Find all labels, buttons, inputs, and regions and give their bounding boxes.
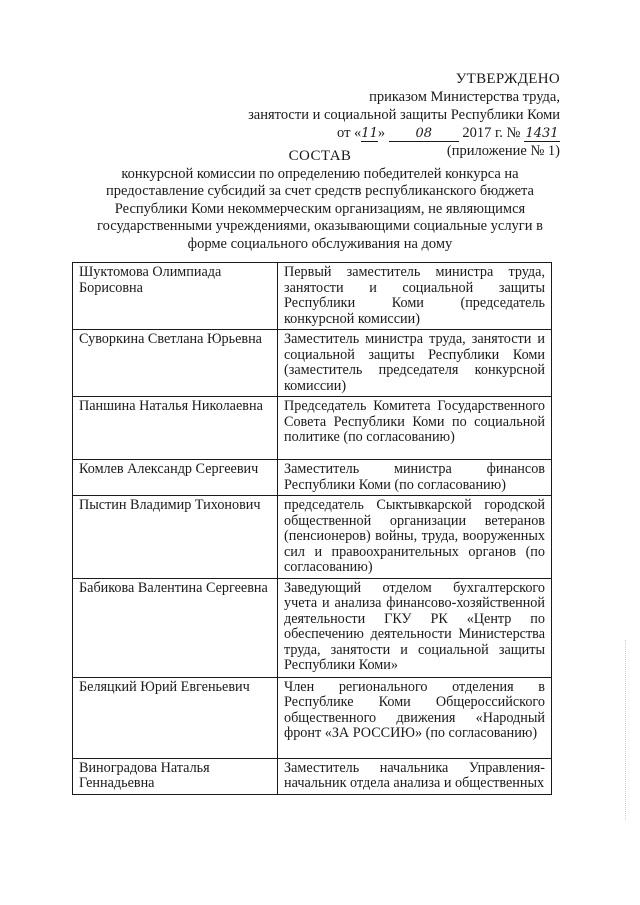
member-role: Заместитель министра труда, занятости и социальной защиты Республики Коми (заместитель председателя конкурсной комиссии) — [278, 330, 552, 397]
member-name: Паншина Наталья Николаевна — [73, 397, 278, 460]
member-name: Комлев Александр Сергеевич — [73, 460, 278, 496]
member-role: председатель Сыктывкарской городской общественной организации ветеранов (пенсионеров) войны, труда, вооруженных сил и правоохранительных органов (по согласованию) — [278, 496, 552, 579]
member-name: Пыстин Владимир Тихонович — [73, 496, 278, 579]
heading-line: Республики Коми некоммерческим организациям, не являющимся — [114, 200, 526, 217]
date-mid: » — [377, 125, 386, 141]
member-role: Заместитель министра финансов Республики Коми (по согласованию) — [278, 460, 552, 496]
appendix-label: (приложение № 1) — [446, 143, 560, 159]
heading-line: конкурсной комиссии по определению победителей конкурса на — [121, 165, 519, 182]
approval-line-1: приказом Министерства труда, — [369, 89, 560, 105]
member-role: Заведующий отделом бухгалтерского учета и анализа финансово-хозяйственной деятельности ГКУ РК «Центр по обеспечению деятельности Министерства труда, занятости и социальной защиты Республики Коми» — [278, 578, 552, 677]
date-day: 11 — [361, 126, 378, 141]
member-role: Заместитель начальника Управления-начальник отдела анализа и общественных — [278, 758, 552, 794]
scan-margin-marks — [625, 640, 632, 820]
member-name: Беляцкий Юрий Евгеньевич — [73, 677, 278, 758]
document-heading — [90, 148, 550, 253]
approval-block — [248, 70, 560, 160]
table-row — [73, 330, 552, 397]
heading-line: форме социального обслуживания на дому — [187, 235, 453, 252]
member-name: Шуктомова Олимпиада Борисовна — [73, 263, 278, 330]
approval-line-2: занятости и социальной защиты Республики Коми — [248, 107, 560, 123]
heading-line: предоставление субсидий за счет средств республиканского бюджета — [106, 183, 534, 199]
table-row — [73, 460, 552, 496]
date-prefix: от « — [337, 125, 362, 141]
member-name: Виноградова Наталья Геннадьевна — [73, 758, 278, 794]
member-role: Председатель Комитета Государственного Совета Республики Коми по социальной политике (по согласованию) — [278, 397, 552, 460]
table-row — [73, 496, 552, 579]
order-number: 1431 — [525, 126, 559, 141]
table-row — [73, 677, 552, 758]
members-table — [72, 262, 552, 795]
member-role: Первый заместитель министра труда, занятости и социальной защиты Республики Коми (председатель конкурсной комиссии) — [278, 263, 552, 330]
doc-title: СОСТАВ — [288, 148, 352, 164]
member-name: Бабикова Валентина Сергеевна — [73, 578, 278, 677]
member-name: Суворкина Светлана Юрьевна — [73, 330, 278, 397]
table-row — [73, 397, 552, 460]
heading-line: государственными учреждениями, оказывающими социальные услуги в — [97, 218, 543, 234]
table-row — [73, 758, 552, 794]
approval-title: УТВЕРЖДЕНО — [455, 71, 560, 87]
table-row — [73, 578, 552, 677]
date-month: 08 — [389, 127, 459, 142]
member-role: Член регионального отделения в Республике Коми Общероссийского общественного движения «Народный фронт «ЗА РОССИЮ» (по согласованию) — [278, 677, 552, 758]
date-year: 2017 г. № — [462, 125, 521, 141]
table-row — [73, 263, 552, 330]
approval-date-line — [248, 124, 560, 142]
